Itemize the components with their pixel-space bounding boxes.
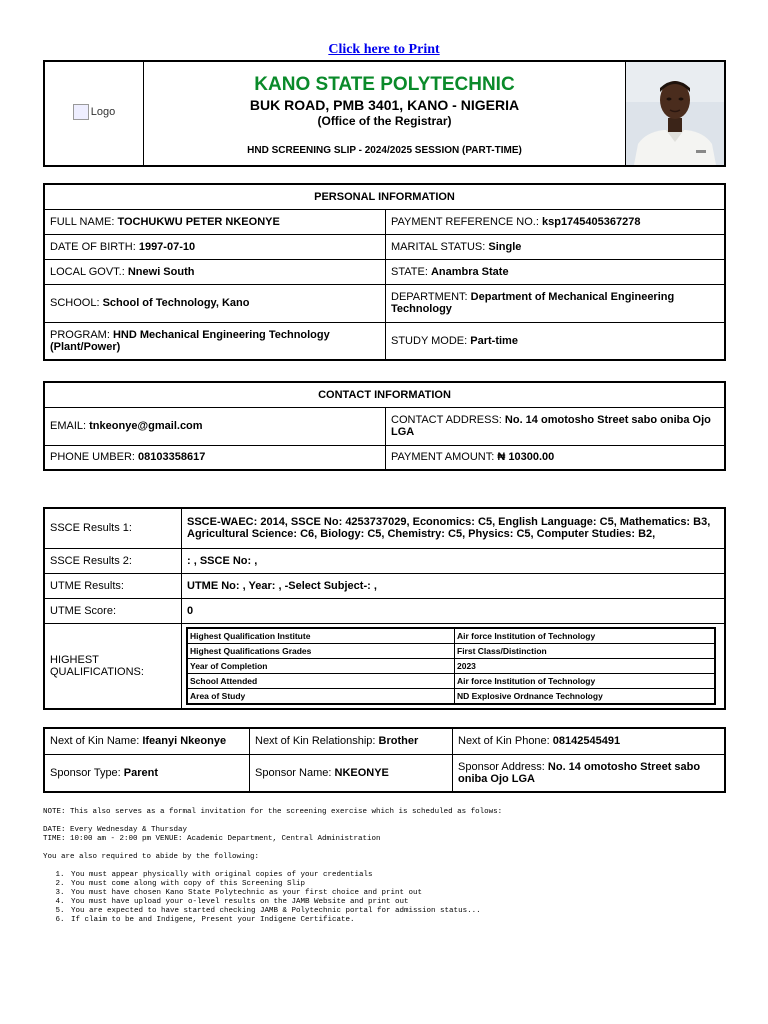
state-label: STATE: (391, 265, 428, 278)
header-center (144, 61, 626, 166)
date-text: DATE: Every Wednesday & Thursday (43, 826, 188, 834)
qualification-value: 2023 (455, 658, 716, 673)
kin-name-value: Ifeanyi Nkeonye (142, 735, 227, 748)
slip-title: HND SCREENING SLIP - 2024/2025 SESSION (PART-TIME) (247, 144, 522, 156)
sponsor-type-cell (44, 754, 250, 792)
email-value: tnkeonye@gmail.com (89, 420, 203, 432)
qualification-row (187, 628, 715, 644)
dob-label: DATE OF BIRTH: (50, 240, 136, 253)
email-label: EMAIL: (50, 420, 87, 432)
department-label: DEPARTMENT: (391, 291, 468, 303)
kin-sponsor-table (43, 727, 726, 793)
full-name-cell (44, 209, 386, 234)
phone-value: 08103358617 (138, 451, 206, 464)
qualification-label: Area of Study (187, 688, 455, 704)
qualification-value: Air force Institution of Technology (455, 628, 716, 644)
kin-name-label: Next of Kin Name: (50, 735, 140, 748)
contact-address-value: No. 14 omotosho Street sabo oniba Ojo LGA (391, 414, 711, 438)
kin-relationship-label: Next of Kin Relationship: (255, 735, 376, 748)
payment-amount-cell (386, 445, 726, 470)
dob-cell (44, 234, 386, 259)
utme-cell (182, 573, 726, 598)
requirement-item: 2. You must come along with copy of this Screening Slip (69, 880, 733, 889)
requirement-item: 3. You must have chosen Kano State Polytechnic as your first choice and print out (69, 889, 733, 898)
sponsor-type-label: Sponsor Type: (50, 766, 121, 779)
qualification-label: Year of Completion (187, 658, 455, 673)
sponsor-name-cell (250, 754, 453, 792)
kin-name-cell (44, 728, 250, 754)
payment-ref-label: PAYMENT REFERENCE NO.: (391, 215, 539, 228)
broken-image-icon (73, 104, 89, 120)
qualification-label: Highest Qualification Institute (187, 628, 455, 644)
utme-label: UTME Results: (44, 573, 182, 598)
program-value: HND Mechanical Engineering Technology (Plant/Power) (50, 328, 330, 353)
school-value: School of Technology, Kano (102, 297, 250, 309)
ssce2-cell (182, 548, 726, 573)
study-mode-cell (386, 322, 726, 360)
requirements-list (43, 871, 733, 925)
sponsor-address-label: Sponsor Address: (458, 760, 545, 773)
personal-info-table (43, 183, 726, 361)
qualification-label: Highest Qualifications Grades (187, 643, 455, 658)
contact-info-table (43, 381, 726, 471)
logo-alt-text: Logo (90, 106, 116, 118)
study-mode-label: STUDY MODE: (391, 334, 468, 347)
print-link[interactable]: Click here to Print (328, 42, 440, 57)
logo-cell (44, 61, 144, 166)
sponsor-address-cell (453, 754, 726, 792)
kin-relationship-value: Brother (378, 735, 419, 748)
screening-notes (43, 808, 733, 925)
phone-cell (44, 445, 386, 470)
qualification-row (187, 643, 715, 658)
ssce1-cell (182, 508, 726, 548)
qualification-label: School Attended (187, 673, 455, 688)
contact-info-title: CONTACT INFORMATION (44, 382, 725, 407)
ssce2-label: SSCE Results 2: (44, 548, 182, 573)
utme-score-label: UTME Score: (44, 598, 182, 623)
results-table (43, 507, 726, 710)
program-label: PROGRAM: (50, 328, 110, 341)
phone-label: PHONE UMBER: (50, 451, 135, 464)
lga-value: Nnewi South (127, 265, 195, 278)
passport-photo-image (626, 62, 724, 165)
qualification-value: ND Explosive Ordnance Technology (455, 688, 716, 704)
payment-amount-value: ₦ 10300.00 (497, 451, 555, 464)
sponsor-type-value: Parent (123, 766, 159, 779)
department-cell (386, 284, 726, 322)
qualification-row (187, 688, 715, 704)
marital-cell (386, 234, 726, 259)
requirement-item: 4. You must have upload your o-level results on the JAMB Website and print out (69, 898, 733, 907)
qualification-row (187, 658, 715, 673)
study-mode-value: Part-time (470, 334, 518, 347)
contact-address-label: CONTACT ADDRESS: (391, 414, 502, 426)
marital-label: MARITAL STATUS: (391, 240, 486, 253)
ssce2-value: : , SSCE No: , (187, 554, 258, 567)
requirement-item: 6. If claim to be and Indigene, Present your Indigene Certificate. (69, 916, 733, 925)
school-cell (44, 284, 386, 322)
logo-image (73, 104, 115, 120)
personal-info-title: PERSONAL INFORMATION (44, 184, 725, 209)
sponsor-name-value: NKEONYE (334, 766, 389, 779)
header-table (43, 60, 726, 167)
kin-phone-value: 08142545491 (552, 735, 621, 748)
state-cell (386, 259, 726, 284)
abide-text: You are also required to abide by the following: (43, 853, 260, 861)
department-value: Department of Mechanical Engineering Technology (391, 291, 675, 315)
kin-relationship-cell (250, 728, 453, 754)
qualifications-table (186, 627, 716, 705)
qualification-value: Air force Institution of Technology (455, 673, 716, 688)
time-venue-text: TIME: 10:00 am - 2:00 pm VENUE: Academic Department, Central Administration (43, 835, 381, 843)
contact-address-cell (386, 407, 726, 445)
payment-amount-label: PAYMENT AMOUNT: (391, 451, 495, 464)
school-office: (Office of the Registrar) (317, 113, 452, 128)
school-address: BUK ROAD, PMB 3401, KANO - NIGERIA (249, 96, 520, 113)
qualification-value: First Class/Distinction (455, 643, 716, 658)
utme-score-cell (182, 598, 726, 623)
school-label: SCHOOL: (50, 297, 100, 309)
marital-value: Single (488, 240, 522, 253)
dob-value: 1997-07-10 (138, 240, 196, 253)
full-name-label: FULL NAME: (50, 215, 115, 228)
kin-phone-label: Next of Kin Phone: (458, 735, 550, 748)
sponsor-name-label: Sponsor Name: (255, 766, 332, 779)
program-cell (44, 322, 386, 360)
requirement-item: 5. You are expected to have started checking JAMB & Polytechnic portal for admission status... (69, 907, 733, 916)
note-text: NOTE: This also serves as a formal invitation for the screening exercise which is scheduled as folows: (43, 808, 503, 816)
full-name-value: TOCHUKWU PETER NKEONYE (117, 215, 280, 228)
utme-value: UTME No: , Year: , -Select Subject-: , (187, 579, 377, 592)
payment-ref-value: ksp1745405367278 (541, 215, 641, 228)
sponsor-address-value: No. 14 omotosho Street sabo oniba Ojo LGA (458, 760, 701, 785)
state-value: Anambra State (430, 265, 509, 278)
highest-qualifications-cell (182, 623, 726, 709)
lga-cell (44, 259, 386, 284)
requirement-item: 1. You must appear physically with original copies of your credentials (69, 871, 733, 880)
kin-phone-cell (453, 728, 726, 754)
qualification-row (187, 673, 715, 688)
ssce1-value: SSCE-WAEC: 2014, SSCE No: 4253737029, Economics: C5, English Language: C5, Mathematics: B3, Agricultural Science: C6, Biology: C5, Chemistry: C5, Physics: C5, Computer Studies: B2, (187, 516, 711, 541)
lga-label: LOCAL GOVT.: (50, 265, 125, 278)
highest-qualifications-label: HIGHEST QUALIFICATIONS: (44, 623, 182, 709)
utme-score-value: 0 (187, 604, 194, 617)
payment-ref-cell (386, 209, 726, 234)
email-cell (44, 407, 386, 445)
school-name: KANO STATE POLYTECHNIC (254, 73, 515, 95)
passport-photo (626, 61, 726, 166)
ssce1-label: SSCE Results 1: (44, 508, 182, 548)
